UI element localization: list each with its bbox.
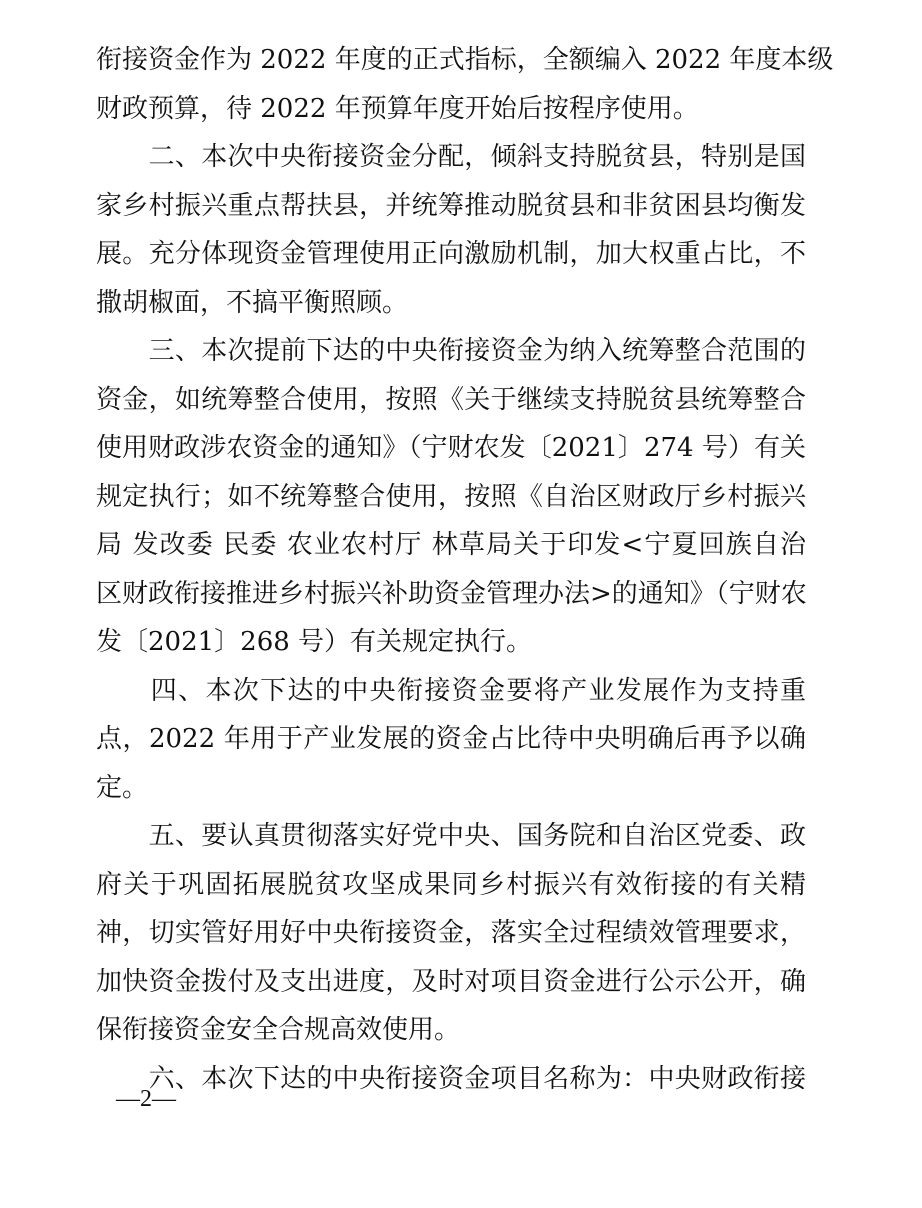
- text-line: 府关于巩固拓展脱贫攻坚成果同乡村振兴有效衔接的有关精: [96, 869, 806, 900]
- text-line: 发〔2021〕268 号）有关规定执行。: [96, 627, 533, 657]
- text-line: 展。充分体现资金管理使用正向激励机制，加大权重占比，不: [96, 239, 806, 269]
- text-line: 区财政衔接推进乡村振兴补助资金管理办法>的通知》（宁财农: [96, 578, 807, 609]
- text-line: 财政预算，待 2022 年预算年度开始后按程序使用。: [96, 93, 699, 124]
- text-line: 资金，如统筹整合使用，按照《关于继续支持脱贫县统筹整合: [96, 384, 806, 415]
- text-line: 加快资金拨付及支出进度，及时对项目资金进行公示公开，确: [96, 966, 806, 997]
- text-line: 衔接资金作为 2022 年度的正式指标，全额编入 2022 年度本级: [96, 45, 834, 75]
- text-line: 保衔接资金安全合规高效使用。: [96, 1015, 461, 1045]
- text-line: 六、本次下达的中央衔接资金项目名称为：中央财政衔接: [96, 1063, 806, 1094]
- text-line: 定。: [96, 772, 149, 803]
- text-line: 三、本次提前下达的中央衔接资金为纳入统筹整合范围的: [96, 336, 806, 366]
- text-line: 四、本次下达的中央衔接资金要将产业发展作为支持重: [96, 675, 806, 706]
- body-text: [96, 36, 834, 1103]
- text-line: 五、要认真贯彻落实好党中央、国务院和自治区党委、政: [96, 821, 806, 851]
- text-line: 二、本次中央衔接资金分配，倾斜支持脱贫县，特别是国: [96, 142, 806, 172]
- text-line: 局 发改委 民委 农业农村厅 林草局关于印发<宁夏回族自治: [96, 530, 806, 560]
- page-number: —2—: [116, 1086, 176, 1112]
- text-line: 撒胡椒面，不搞平衡照顾。: [96, 287, 409, 318]
- text-line: 家乡村振兴重点帮扶县，并统筹推动脱贫县和非贫困县均衡发: [96, 190, 806, 221]
- text-line: 规定执行；如不统筹整合使用，按照《自治区财政厅乡村振兴: [96, 481, 806, 512]
- text-line: 使用财政涉农资金的通知》（宁财农发〔2021〕274 号）有关: [96, 433, 806, 463]
- text-line: 神，切实管好用好中央衔接资金，落实全过程绩效管理要求，: [96, 918, 806, 948]
- text-line: 点，2022 年用于产业发展的资金占比待中央明确后再予以确: [96, 724, 806, 754]
